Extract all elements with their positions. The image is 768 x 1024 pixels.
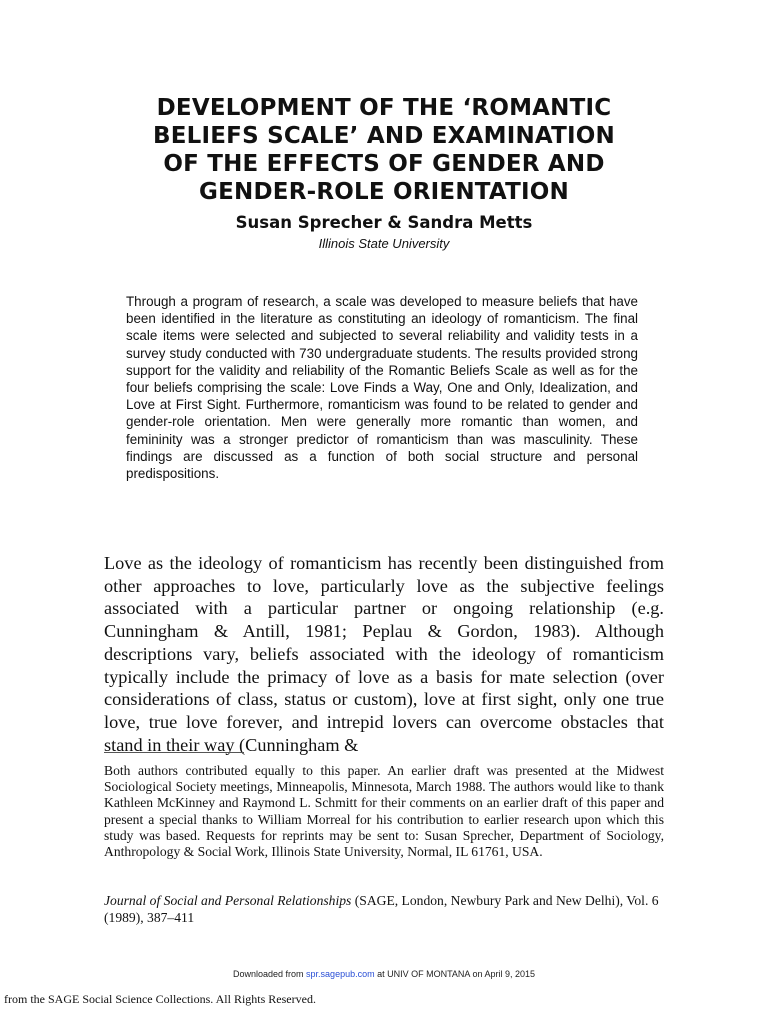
author-footnote: Both authors contributed equally to this paper. An earlier draft was presented at the Midwest Sociological Society meetings, Minneapolis, Minnesota, March 1988. The authors would like to thank Kathleen McKinney and Raymond L. Schmitt for their comments on an earlier draft of this paper and present a special thanks to William Morreal for his contribution to earlier research upon which this study was based. Requests for reprints may be sent to: Susan Sprecher, Department of Sociology, Anthropology & Social Work, Illinois State University, Normal, IL 61761, USA. — [104, 763, 664, 860]
title-line: BELIEFS SCALE’ AND EXAMINATION — [153, 123, 615, 149]
article-title — [60, 94, 708, 206]
journal-citation — [104, 893, 664, 926]
title-line: OF THE EFFECTS OF GENDER AND — [163, 151, 605, 177]
download-notice — [0, 969, 768, 979]
journal-name: Journal of Social and Personal Relationships — [104, 893, 352, 908]
collections-notice: from the SAGE Social Science Collections. All Rights Reserved. — [4, 992, 316, 1006]
title-line: GENDER-ROLE ORIENTATION — [199, 179, 569, 205]
footnote-divider — [104, 752, 244, 753]
download-link[interactable]: spr.sagepub.com — [306, 969, 375, 979]
title-line: DEVELOPMENT OF THE ‘ROMANTIC — [156, 95, 612, 121]
body-paragraph: Love as the ideology of romanticism has recently been distinguished from other approaches to love, particularly love as the subjective feelings associated with a particular partner or ongoing relationship (e.g. Cunningham & Antill, 1981; Peplau & Gordon, 1983). Although descriptions vary, beliefs associated with the ideology of romanticism typically include the primacy of love as a basis for mate selection (over considerations of class, status or custom), love at first sight, only one true love, true love forever, and intrepid lovers can overcome obstacles that stand in their way (Cunningham & — [104, 553, 664, 755]
abstract: Through a program of research, a scale was developed to measure beliefs that have been identified in the literature as constituting an ideology of romanticism. The final scale items were selected and subjected to several reliability and validity tests in a survey study conducted with 730 undergraduate students. The results provided strong support for the validity and reliability of the Romantic Beliefs Scale as well as for the four beliefs comprising the scale: Love Finds a Way, One and Only, Idealization, and Love at First Sight. Furthermore, romanticism was found to be related to gender and gender-role orientation. Men were generally more romantic than women, and femininity was a stronger predictor of romanticism than was masculinity. These findings are discussed as a function of both social structure and personal predispositions. — [126, 294, 638, 482]
affiliation: Illinois State University — [318, 236, 450, 251]
authors: Susan Sprecher & Sandra Metts — [235, 213, 533, 232]
download-suffix: at UNIV OF MONTANA on April 9, 2015 — [374, 969, 535, 979]
journal-details: (SAGE, London, Newbury Park and New Delhi), Vol. 6 (1989), 387–411 — [104, 893, 659, 925]
download-prefix: Downloaded from — [233, 969, 307, 979]
